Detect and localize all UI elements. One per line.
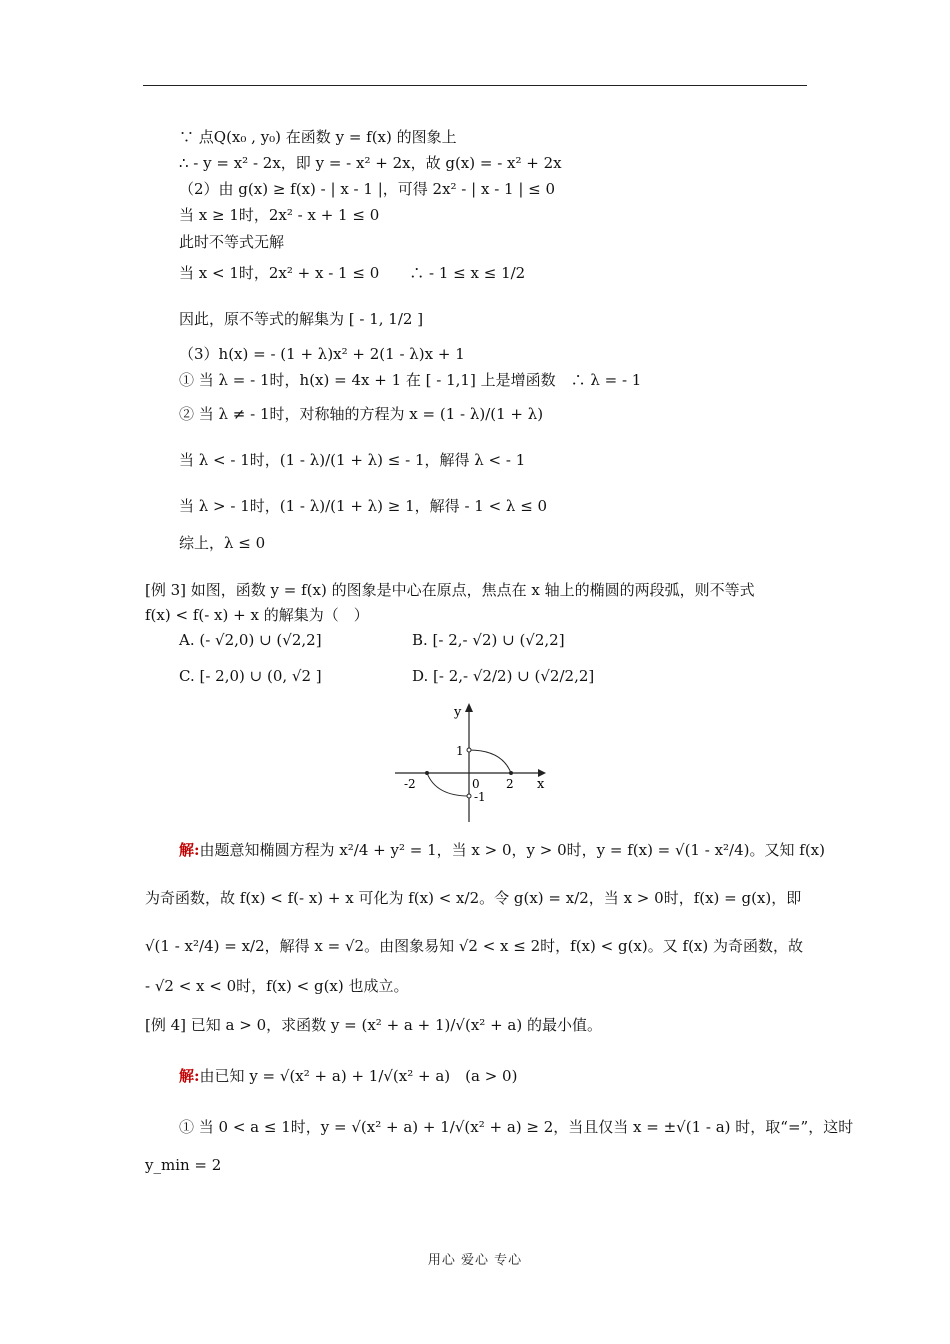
text-line: ① 当 λ = - 1时，h(x) = 4x + 1 在 [ - 1,1] 上是增函数 ∴ λ = - 1 <box>179 371 642 389</box>
text-line: 为奇函数，故 f(x) < f(- x) + x 可化为 f(x) < x/2。令 g(x) = x/2，当 x > 0时，f(x) = g(x)，即 <box>145 889 802 907</box>
page-footer: 用心 爱心 专心 <box>427 1253 523 1268</box>
text-line: ② 当 λ ≠ - 1时，对称轴的方程为 x = (1 - λ)/(1 + λ) <box>179 405 544 423</box>
text-line: （2）由 g(x) ≥ f(x) - | x - 1 |，可得 2x² - | x - 1 | ≤ 0 <box>179 180 556 198</box>
text-line: 当 λ < - 1时，(1 - λ)/(1 + λ) ≤ - 1，解得 λ < - 1 <box>179 451 526 469</box>
option-c: C. [- 2,0) ∪ (0, √2 ] <box>179 667 322 685</box>
text-line: 因此，原不等式的解集为 [ - 1, 1/2 ] <box>179 310 424 328</box>
text-line: 当 λ > - 1时，(1 - λ)/(1 + λ) ≥ 1，解得 - 1 < λ ≤ 0 <box>179 497 548 515</box>
text-line: 此时不等式无解 <box>179 233 285 251</box>
option-a: A. (- √2,0) ∪ (√2,2] <box>179 631 322 649</box>
text-line: 当 x ≥ 1时，2x² - x + 1 ≤ 0 <box>179 206 380 224</box>
text-line: ∵ 点Q(x₀ , y₀) 在函数 y = f(x) 的图象上 <box>179 128 457 146</box>
header-rule <box>143 85 807 86</box>
solution-label: 解: <box>179 841 200 859</box>
option-d: D. [- 2,- √2/2) ∪ (√2/2,2] <box>412 667 595 685</box>
example-4-stem: [例 4] 已知 a > 0，求函数 y = (x² + a + 1)/√(x² + a) 的最小值。 <box>145 1016 602 1034</box>
text-line: - √2 < x < 0时，f(x) < g(x) 也成立。 <box>145 977 409 995</box>
text-line: y_min = 2 <box>145 1156 222 1174</box>
solution-line: 解:由题意知椭圆方程为 x²/4 + y² = 1，当 x > 0，y > 0时，y = f(x) = √(1 - x²/4)。又知 f(x) <box>179 841 825 859</box>
text-line: ∴ - y = x² - 2x，即 y = - x² + 2x，故 g(x) = - x² + 2x <box>179 154 562 172</box>
tick-label: -1 <box>474 790 486 804</box>
x-axis-label: x <box>537 777 545 792</box>
solution-line: 解:由已知 y = √(x² + a) + 1/√(x² + a) (a > 0) <box>179 1067 518 1085</box>
solution-label: 解: <box>179 1067 200 1085</box>
text-line: 综上，λ ≤ 0 <box>179 534 266 552</box>
tick-label: 0 <box>472 777 480 791</box>
tick-label: -2 <box>404 777 416 791</box>
text-line: 当 x < 1时，2x² + x - 1 ≤ 0 ∴ - 1 ≤ x ≤ 1/2 <box>179 264 526 282</box>
text-line: （3）h(x) = - (1 + λ)x² + 2(1 - λ)x + 1 <box>179 345 465 363</box>
text-line: √(1 - x²/4) = x/2，解得 x = √2。由图象易知 √2 < x ≤ 2时，f(x) < g(x)。又 f(x) 为奇函数，故 <box>145 937 803 955</box>
option-b: B. [- 2,- √2) ∪ (√2,2] <box>412 631 565 649</box>
example-3-stem: [例 3] 如图，函数 y = f(x) 的图象是中心在原点，焦点在 x 轴上的椭圆的两段弧，则不等式 <box>145 581 755 599</box>
ellipse-arc-graph <box>390 700 555 825</box>
tick-label: 2 <box>506 777 514 791</box>
text-line: ① 当 0 < a ≤ 1时，y = √(x² + a) + 1/√(x² + a) ≥ 2，当且仅当 x = ±√(1 - a) 时，取“=”，这时 <box>179 1118 854 1136</box>
example-3-stem: f(x) < f(- x) + x 的解集为（ ） <box>145 606 369 624</box>
y-axis-label: y <box>454 705 462 720</box>
tick-label: 1 <box>456 744 464 758</box>
